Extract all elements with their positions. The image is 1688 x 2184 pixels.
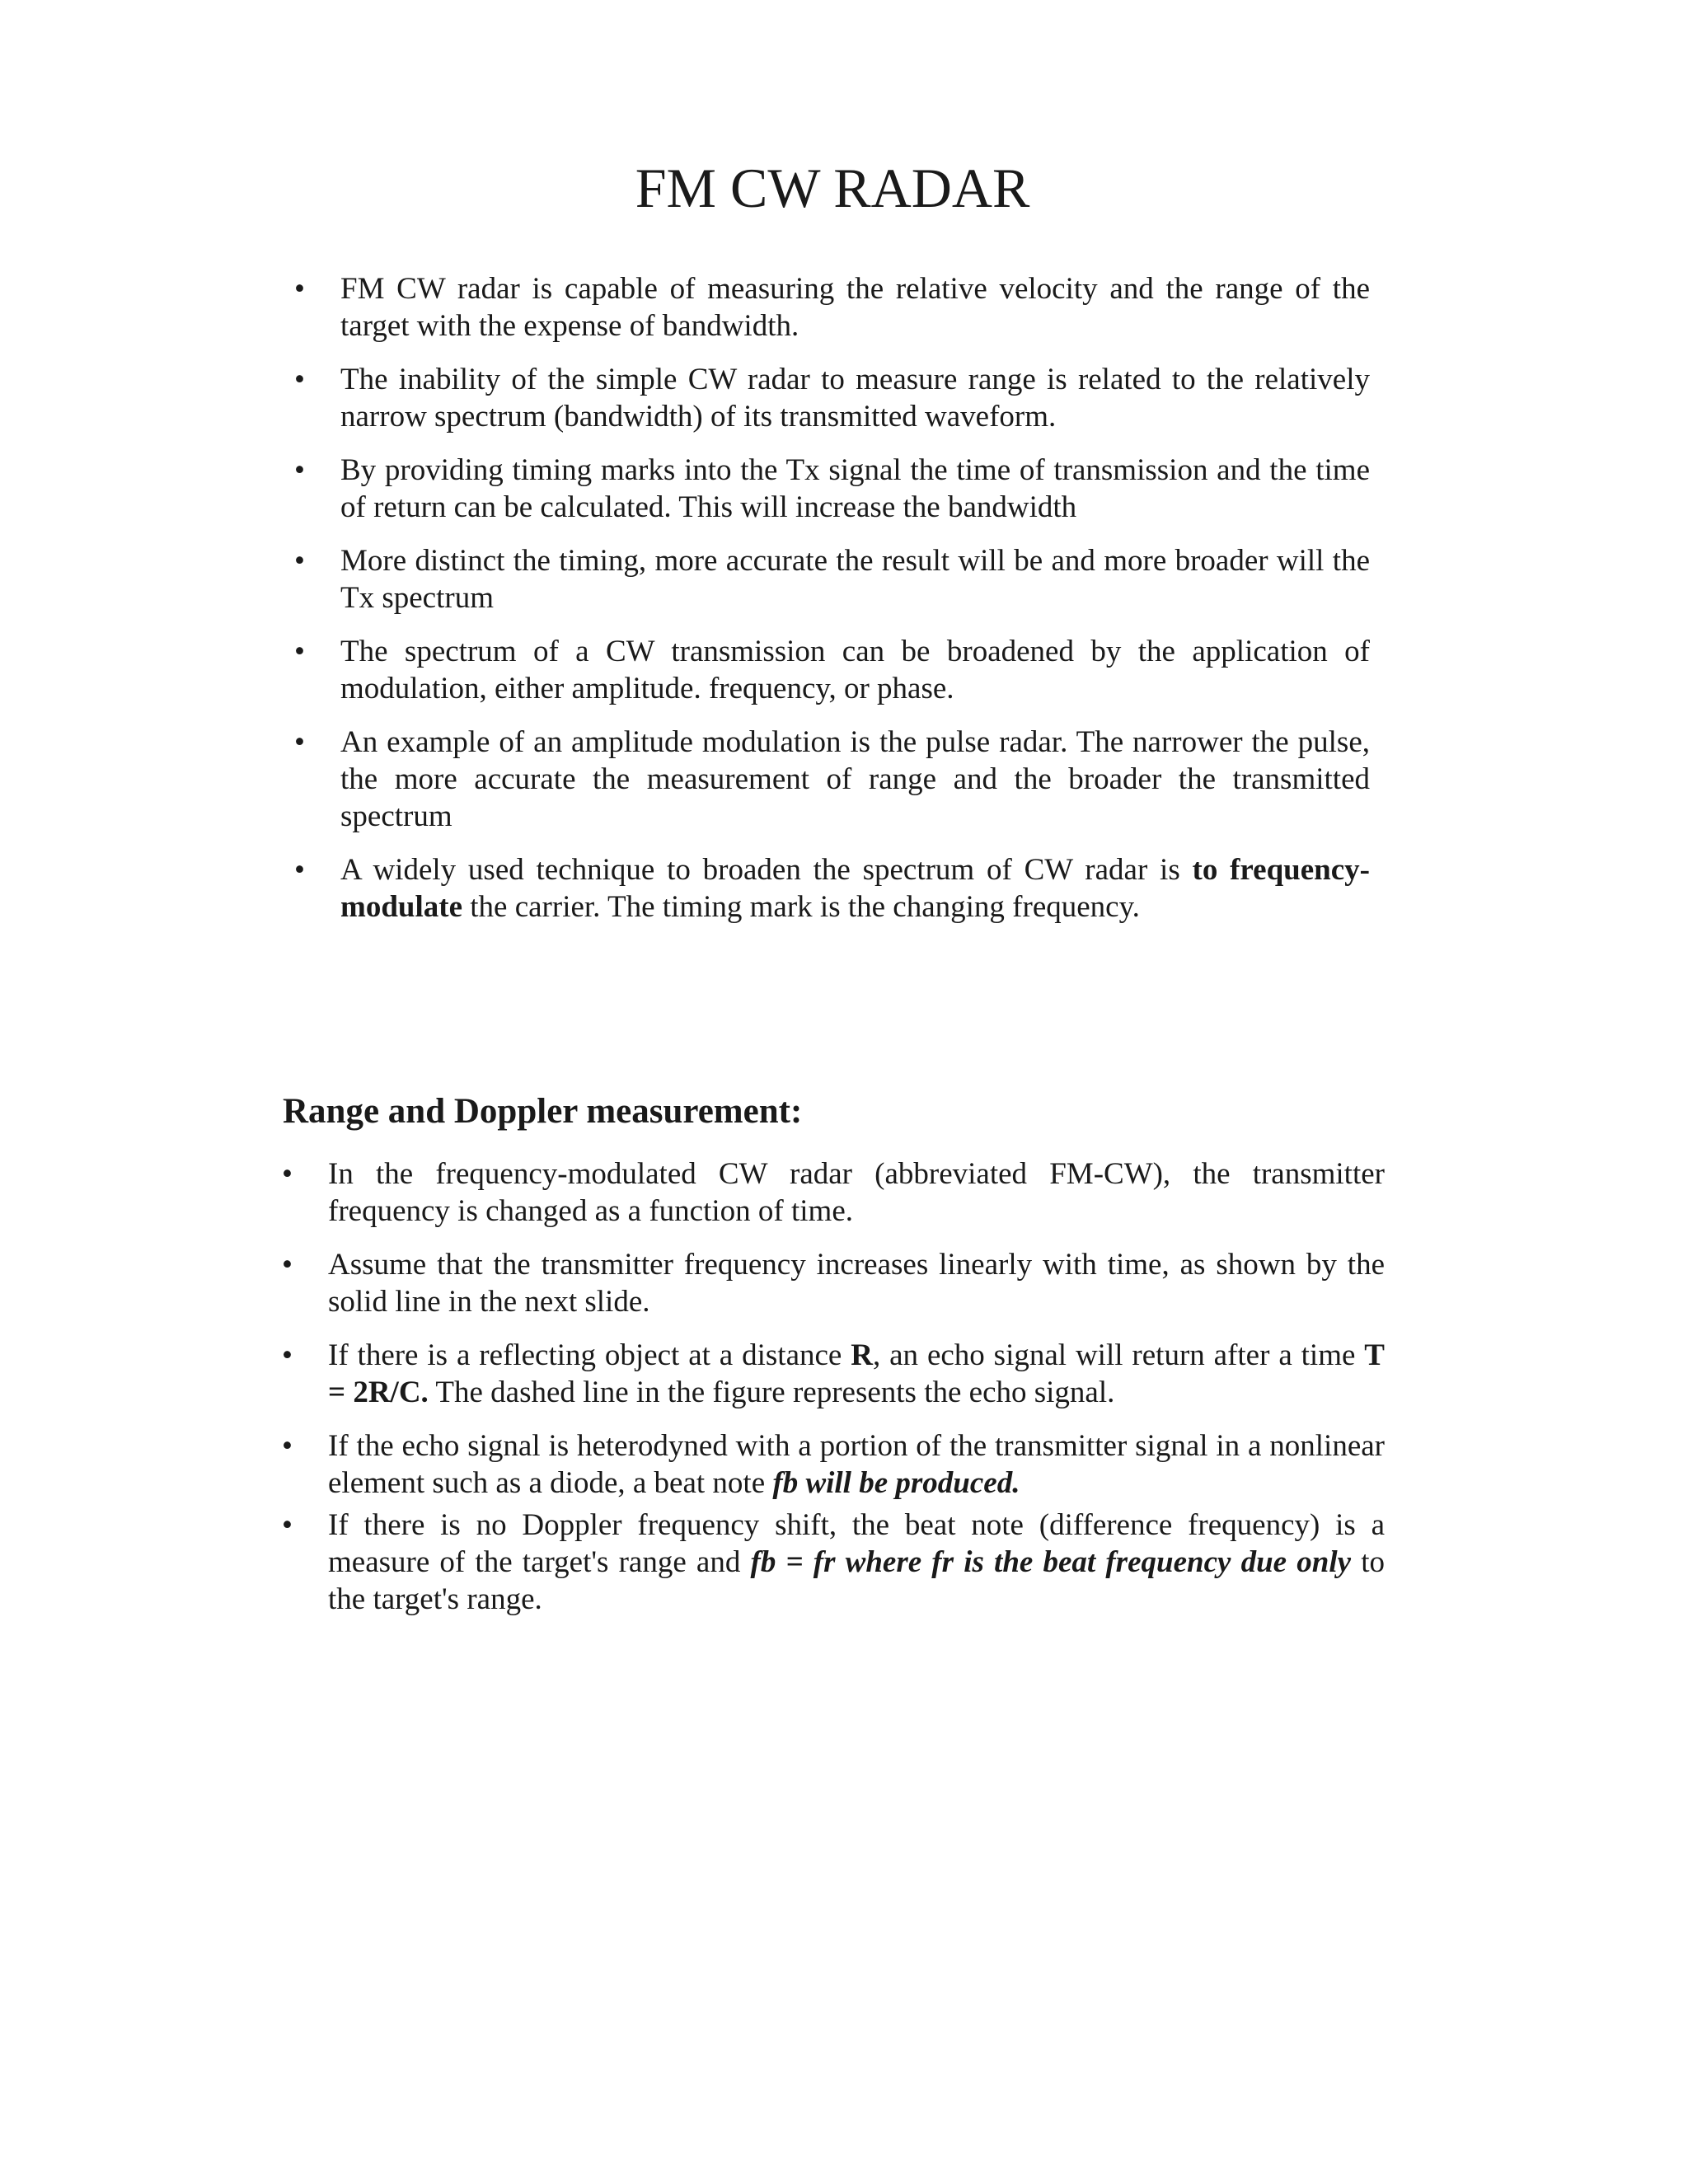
list-item xyxy=(284,633,1370,707)
bullet-text: If the echo signal is heterodyned with a portion of the transmitter signal in a nonlinear element such as a diode, a beat note xyxy=(328,1429,1385,1500)
bullet-icon: • xyxy=(294,272,305,306)
bullet-text-before: A widely used technique to broaden the spectrum of CW radar is xyxy=(340,853,1193,887)
bullet-icon: • xyxy=(294,453,305,487)
bullet-text: If there is a reflecting object at a distance xyxy=(328,1338,851,1372)
range-bullet-list xyxy=(272,1155,1385,1634)
list-item xyxy=(284,361,1370,435)
list-item xyxy=(284,851,1370,926)
bullet-text: An example of an amplitude modulation is the pulse radar. The narrower the pulse, the more accurate the measurement of range and the broader the transmitted spectrum xyxy=(340,725,1370,833)
bullet-icon: • xyxy=(294,544,305,578)
list-item xyxy=(272,1427,1385,1502)
bullet-icon: • xyxy=(282,1429,293,1463)
bullet-icon: • xyxy=(282,1508,293,1542)
bullet-icon: • xyxy=(294,853,305,887)
bullet-text: More distinct the timing, more accurate the result will be and more broader will the Tx spectrum xyxy=(340,544,1370,615)
bullet-text: The dashed line in the figure represents the echo signal. xyxy=(428,1376,1115,1409)
bullet-text: , an echo signal will return after a time xyxy=(872,1338,1365,1372)
bullet-icon: • xyxy=(294,635,305,668)
bullet-text: to the target's range. xyxy=(328,1545,1385,1616)
bullet-icon: • xyxy=(282,1248,293,1282)
bullet-icon: • xyxy=(282,1338,293,1372)
bullet-text: The inability of the simple CW radar to measure range is related to the relatively narrow spectrum (bandwidth) of its transmitted waveform. xyxy=(340,363,1370,434)
intro-bullet-list xyxy=(284,270,1370,942)
list-item xyxy=(284,452,1370,526)
list-item xyxy=(272,1246,1385,1320)
bullet-text: The spectrum of a CW transmission can be broadened by the application of modulation, either amplitude. frequency, or phase. xyxy=(340,635,1370,705)
bullet-text: By providing timing marks into the Tx signal the time of transmission and the time of return can be calculated. This will increase the bandwidth xyxy=(340,453,1370,524)
distance-symbol: R xyxy=(851,1338,873,1372)
list-item xyxy=(272,1155,1385,1230)
section-heading: Range and Doppler measurement: xyxy=(283,1092,803,1131)
bullet-text-after: the carrier. The timing mark is the changing frequency. xyxy=(462,890,1140,924)
bullet-text: Assume that the transmitter frequency increases linearly with time, as shown by the solid line in the next slide. xyxy=(328,1248,1385,1319)
bullet-text-bold: to frequency-modulate xyxy=(340,853,1370,924)
list-item xyxy=(272,1337,1385,1411)
bullet-icon: • xyxy=(294,725,305,759)
page-title: FM CW RADAR xyxy=(635,157,1030,219)
list-item xyxy=(284,724,1370,835)
bullet-text: If there is no Doppler frequency shift, the beat note (difference frequency) is a measure of the target's range and xyxy=(328,1508,1385,1579)
time-formula: T = 2R/C. xyxy=(328,1338,1385,1409)
bullet-text: FM CW radar is capable of measuring the relative velocity and the range of the target with the expense of bandwidth. xyxy=(340,272,1370,343)
list-item xyxy=(284,542,1370,616)
list-item xyxy=(284,270,1370,344)
beat-note-emphasis: fb will be produced. xyxy=(772,1466,1020,1500)
bullet-text: In the frequency-modulated CW radar (abbreviated FM-CW), the transmitter frequency is changed as a function of time. xyxy=(328,1157,1385,1228)
beat-frequency-emphasis: fb = fr where fr is the beat frequency due only xyxy=(750,1545,1352,1579)
bullet-icon: • xyxy=(282,1157,293,1191)
bullet-icon: • xyxy=(294,363,305,396)
list-item xyxy=(272,1507,1385,1618)
